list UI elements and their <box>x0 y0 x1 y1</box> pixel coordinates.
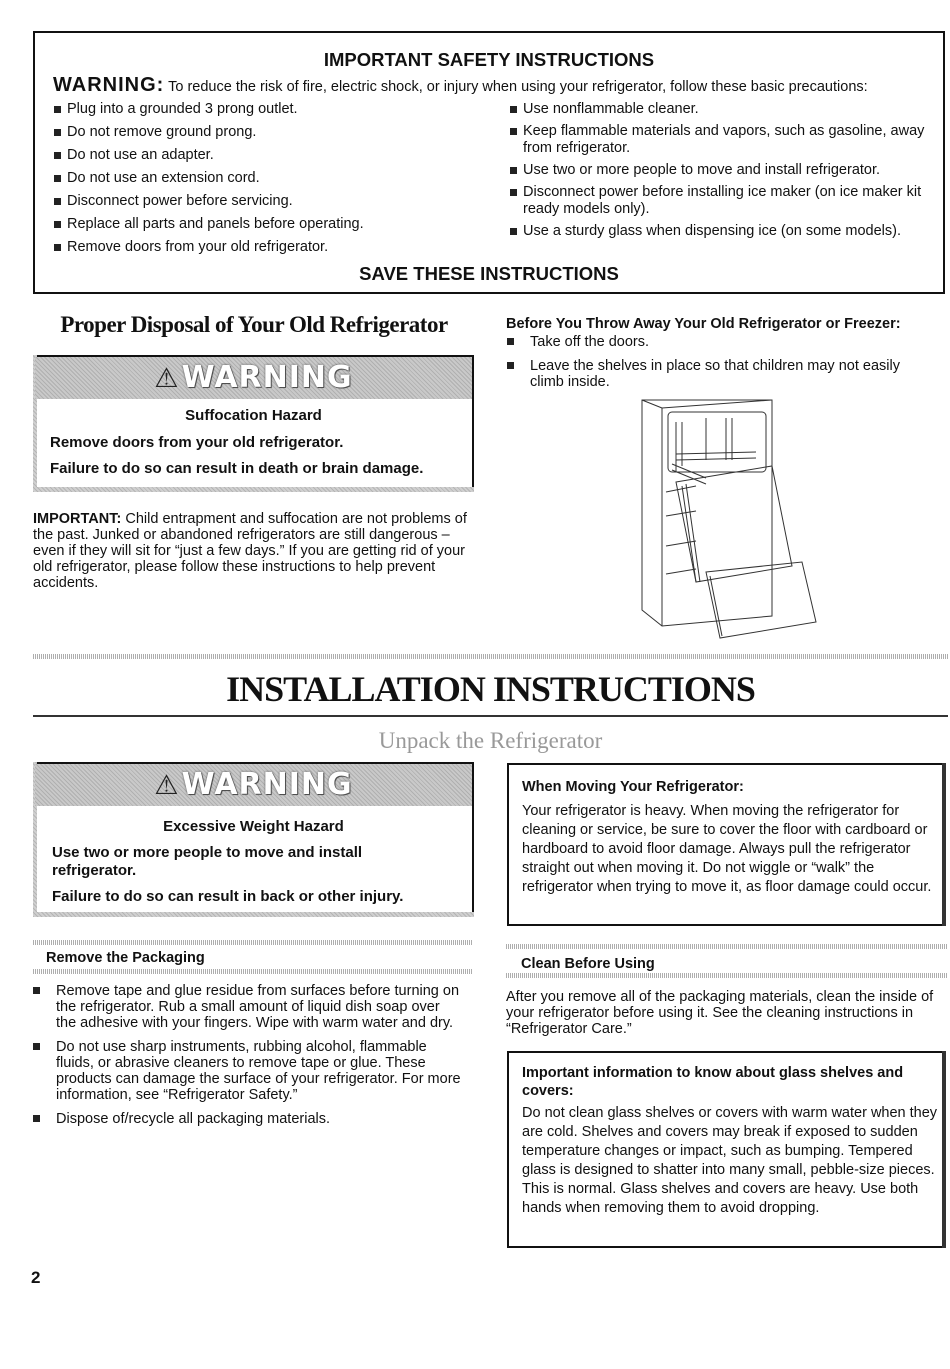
list-item: Dispose of/recycle all packaging materials. <box>32 1111 462 1127</box>
list-item: Do not remove ground prong. <box>53 124 513 141</box>
list-item: Disconnect power before installing ice maker (on ice maker kit ready models only). <box>509 184 939 218</box>
clean-title: Clean Before Using <box>521 956 655 972</box>
list-item: Use two or more people to move and install refrigerator. <box>509 162 939 179</box>
safety-right-list <box>509 101 939 245</box>
box-shadow <box>942 1051 946 1248</box>
refrigerator-illustration <box>636 396 822 642</box>
warning-line2: Failure to do so can result in death or brain damage. <box>50 460 424 477</box>
warning-line1: Remove doors from your old refrigerator. <box>50 434 344 451</box>
weight-warning-box <box>33 762 474 917</box>
warning-banner-label: WARNING <box>181 767 353 802</box>
warning-banner <box>35 764 472 806</box>
moving-text: Your refrigerator is heavy. When moving the refrigerator for cleaning or service, be sure to cover the floor with cardboard or hardboard to avoid floor damage. Always pull the refrigerator straight out when moving it. Do not wiggle or “walk” the refrigerator when trying to move it, as floor damage could occur. <box>522 803 932 895</box>
clean-text: After you remove all of the packaging materials, clean the inside of your refrigerator before using it. See the cleaning instructions in “Refrigerator Care.” <box>506 989 934 1037</box>
warning-text: To reduce the risk of fire, electric shock, or injury when using your refrigerator, follow these basic precautions: <box>168 79 868 95</box>
important-paragraph <box>33 511 477 591</box>
before-throw-list <box>506 334 926 390</box>
packaging-list <box>32 983 462 1127</box>
list-item: Keep flammable materials and vapors, such as gasoline, away from refrigerator. <box>509 123 939 157</box>
page-number: 2 <box>31 1268 41 1287</box>
title-rule <box>33 715 948 717</box>
warning-label: WARNING: <box>53 74 165 96</box>
section-divider <box>33 940 473 945</box>
list-item: Take off the doors. <box>506 334 926 350</box>
important-text: Child entrapment and suffocation are not problems of the past. Junked or abandoned refrigerators are still dangerous – even if they will sit for “just a few days.” If you are getting rid of your old refrigerator, please follow these instructions to help prevent accidents. <box>33 511 467 591</box>
list-item: Leave the shelves in place so that children may not easily climb inside. <box>506 358 926 390</box>
packaging-title: Remove the Packaging <box>46 950 205 966</box>
list-item: Replace all parts and panels before operating. <box>53 216 513 233</box>
moving-title: When Moving Your Refrigerator: <box>522 779 744 795</box>
unpack-subtitle: Unpack the Refrigerator <box>378 728 603 753</box>
section-divider <box>33 969 473 974</box>
moving-info-box <box>507 763 946 926</box>
section-divider <box>506 944 948 949</box>
list-item: Use nonflammable cleaner. <box>509 101 939 118</box>
list-item: Do not use an adapter. <box>53 147 513 164</box>
list-item: Remove doors from your old refrigerator. <box>53 239 513 256</box>
warning-banner-text <box>35 360 472 395</box>
section-divider <box>506 973 948 978</box>
safety-warning-line <box>53 74 868 97</box>
warning-triangle-icon: ⚠ <box>154 363 180 394</box>
list-item: Plug into a grounded 3 prong outlet. <box>53 101 513 118</box>
warning-line2: Failure to do so can result in back or other injury. <box>52 888 404 905</box>
list-item: Use a sturdy glass when dispensing ice (on some models). <box>509 223 939 240</box>
safety-instructions-box <box>33 31 945 294</box>
glass-info-box <box>507 1051 946 1248</box>
warning-shade <box>33 912 474 917</box>
glass-text: Do not clean glass shelves or covers with warm water when they are cold. Shelves and covers may break if exposed to sudden temperature changes or impact, such as bumping. Tempered glass is designed to shatter into many small, pebble-size pieces. This is normal. Glass shelves and covers are heavy. Use both hands when removing them to avoid dropping. <box>522 1105 938 1216</box>
before-throw-title: Before You Throw Away Your Old Refrigerator or Freezer: <box>506 316 901 332</box>
installation-title: INSTALLATION INSTRUCTIONS <box>226 669 755 709</box>
warning-banner-text <box>35 767 472 802</box>
list-item: Do not use sharp instruments, rubbing alcohol, flammable fluids, or abrasive cleaners to remove tape or glue. These products can damage the surface of your refrigerator. For more information, see “Refrigerator Safety.” <box>32 1039 462 1103</box>
suffocation-warning-box <box>33 355 474 492</box>
disposal-title: Proper Disposal of Your Old Refrigerator <box>60 312 448 337</box>
list-item: Do not use an extension cord. <box>53 170 513 187</box>
hazard-title: Suffocation Hazard <box>185 407 322 424</box>
warning-shade <box>33 487 474 492</box>
hazard-title: Excessive Weight Hazard <box>163 818 344 835</box>
warning-line1: Use two or more people to move and install refrigerator. <box>52 844 363 879</box>
save-instructions-title: SAVE THESE INSTRUCTIONS <box>359 263 619 284</box>
warning-triangle-icon: ⚠ <box>154 770 180 801</box>
important-label: IMPORTANT: <box>33 511 122 527</box>
list-item: Disconnect power before servicing. <box>53 193 513 210</box>
warning-banner <box>35 357 472 399</box>
glass-title: Important information to know about glass shelves and covers: <box>522 1065 904 1099</box>
box-shadow <box>942 763 946 926</box>
safety-title: IMPORTANT SAFETY INSTRUCTIONS <box>323 49 655 70</box>
list-item: Remove tape and glue residue from surfaces before turning on the refrigerator. Rub a small amount of liquid dish soap over the adhesive with your fingers. Wipe with warm water and dry. <box>32 983 462 1031</box>
warning-banner-label: WARNING <box>181 360 353 395</box>
safety-left-list <box>53 101 513 262</box>
section-divider <box>33 654 948 659</box>
